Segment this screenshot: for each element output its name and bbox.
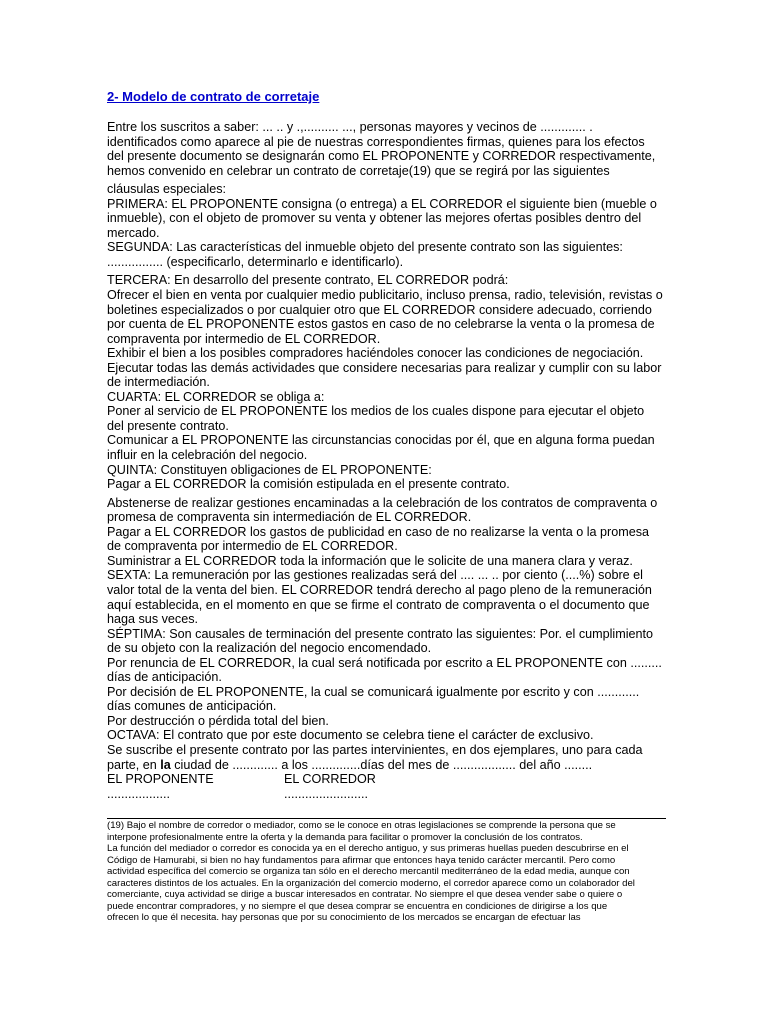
signing-place-line [107,758,687,773]
footnote-line: puede encontrar compradores, y no siempre el que desea comprar se encuentra en condiciones de dirigirse a los que [107,900,608,912]
contract-line: inmueble), con el objeto de promover su venta y obtener las mejores ofertas posibles dentro del [107,211,642,226]
corredor-signature-label: EL CORREDOR [284,772,376,787]
contract-line: mercado. [107,225,160,240]
contract-line: ................ (especificarlo, determinarlo e identificarlo). [107,254,404,269]
contract-line: días de anticipación. [107,670,222,685]
contract-line: por cuenta de EL PROPONENTE estos gastos en caso de no celebrarse la venta o la promesa de [107,317,655,332]
contract-line: aquí establecida, en el momento en que se firme el contrato de compraventa o el documento que [107,597,650,612]
contract-line: del presente documento se designarán como EL PROPONENTE y CORREDOR respectivamente, [107,149,656,164]
contract-line: de su objeto con la realización del negocio encomendado. [107,641,432,656]
footnote-line: (19) Bajo el nombre de corredor o mediador, como se le conoce en otras legislaciones se comprende la persona que se [107,820,616,831]
contract-line: OCTAVA: El contrato que por este documento se celebra tiene el carácter de exclusivo. [107,728,594,743]
contract-line: días comunes de anticipación. [107,699,277,714]
footnote-line: ofrecen lo que él necesita. hay personas que por su conocimiento de los mercados se encargan de efectuar las [107,912,581,924]
contract-title[interactable]: 2- Modelo de contrato de corretaje [107,89,320,104]
footnote-divider [107,818,666,819]
footnote-line: Código de Hamurabi, si bien no hay fundamentos para afirmar que entonces haya tenido carácter mercantil. Pero como [107,854,616,866]
contract-line: Por destrucción o pérdida total del bien. [107,713,329,728]
contract-line: Ejecutar todas las demás actividades que considere necesarias para realizar y cumplir con su labor [107,360,662,375]
contract-line: Poner al servicio de EL PROPONENTE los medios de los cuales dispone para ejecutar el objeto [107,404,645,419]
contract-line: CUARTA: EL CORREDOR se obliga a: [107,389,325,404]
contract-line: Suministrar a EL CORREDOR toda la información que le solicite de una manera clara y veraz. [107,553,633,568]
contract-line: Ofrecer el bien en venta por cualquier medio publicitario, incluso prensa, radio, televisión, revistas o [107,288,663,303]
contract-line: Pagar a EL CORREDOR los gastos de publicidad en caso de no realizarse la venta o la promesa [107,524,650,539]
signature-labels-row [107,772,687,787]
contract-line: Por renuncia de EL CORREDOR, la cual será notificada por escrito a EL PROPONENTE con ......... [107,655,662,670]
contract-line: QUINTA: Constituyen obligaciones de EL PROPONENTE: [107,462,432,477]
contract-line: del presente contrato. [107,418,229,433]
footnote-line: caracteres distintos de los actuales. En la organización del comercio moderno, el corredor aparece como un colaborador del [107,877,635,889]
footnote-line: interpone profesionalmente entre la oferta y la demanda para facilitar o promover la conclusión de los contratos. [107,831,583,843]
proponente-signature-line: .................. [107,786,170,801]
contract-line: boletines especializados o por cualquier otro que EL CORREDOR considere adecuado, corriendo [107,302,652,317]
contract-line: Se suscribe el presente contrato por las partes intervinientes, en dos ejemplares, uno para cada [107,742,643,757]
contract-line: haga sus veces. [107,612,199,627]
contract-line: promesa de compraventa sin intermediación de EL CORREDOR. [107,510,472,525]
contract-line: SÉPTIMA: Son causales de terminación del presente contrato las siguientes: Por. el cumplimiento [107,626,654,641]
signing-line-end: ciudad de ............. a los ..............días del mes de .................. del año ........ [170,757,593,772]
contract-line: Exhibir el bien a los posibles compradores haciéndoles conocer las condiciones de negociación. [107,346,644,361]
contract-line: SEGUNDA: Las características del inmueble objeto del presente contrato son las siguientes: [107,240,623,255]
contract-line: SEXTA: La remuneración por las gestiones realizadas será del .... ... .. por ciento (....%) sobre el [107,568,643,583]
contract-line: TERCERA: En desarrollo del presente contrato, EL CORREDOR podrá: [107,273,509,288]
contract-line: identificados como aparece al pie de nuestras correspondientes firmas, quienes para los efectos [107,134,645,149]
contract-line: PRIMERA: EL PROPONENTE consigna (o entrega) a EL CORREDOR el siguiente bien (mueble o [107,196,657,211]
signing-line-start: parte, en [107,757,161,772]
proponente-signature-label: EL PROPONENTE [107,772,214,787]
contract-line: de intermediación. [107,375,210,390]
contract-line: hemos convenido en celebrar un contrato de corretaje(19) que se regirá por las siguientes [107,163,610,178]
contract-body [107,120,687,801]
contract-line: valor total de la venta del bien. EL CORREDOR tendrá derecho al pago pleno de la remuneración [107,582,652,597]
contract-line: Comunicar a EL PROPONENTE las circunstancias conocidas por él, que en alguna forma puedan [107,433,655,448]
contract-line: Entre los suscritos a saber: ... .. y .,.......... ..., personas mayores y vecinos de ............. . [107,120,593,134]
contract-line: compraventa por intermedio de EL CORREDOR. [107,331,381,346]
footnote-line: La función del mediador o corredor es conocida ya en el derecho antiguo, y sus primeras huellas pueden descubrirse en el [107,843,629,855]
contract-line: influir en la celebración del negocio. [107,448,308,463]
contract-line: Abstenerse de realizar gestiones encaminadas a la celebración de los contratos de compraventa o [107,495,658,510]
footnote-line: comerciante, cuya actividad se dirige a buscar interesados en contratar. No siempre el que desea vender sabe o quiere o [107,889,623,901]
signature-lines-row [107,787,687,802]
signing-line-bold: la [160,757,171,772]
contract-line: de compraventa por intermedio de EL CORREDOR. [107,539,398,554]
contract-line: cláusulas especiales: [107,182,227,197]
contract-line: Pagar a EL CORREDOR la comisión estipulada en el presente contrato. [107,477,510,492]
footnote-line: actividad específica del comercio se organiza tan sólo en el derecho mercantil mediterráneo de la edad media, aunque con [107,866,630,878]
corredor-signature-line: ........................ [284,786,368,801]
contract-line: Por decisión de EL PROPONENTE, la cual se comunicará igualmente por escrito y con ............ [107,684,640,699]
footnote-block [107,820,687,924]
